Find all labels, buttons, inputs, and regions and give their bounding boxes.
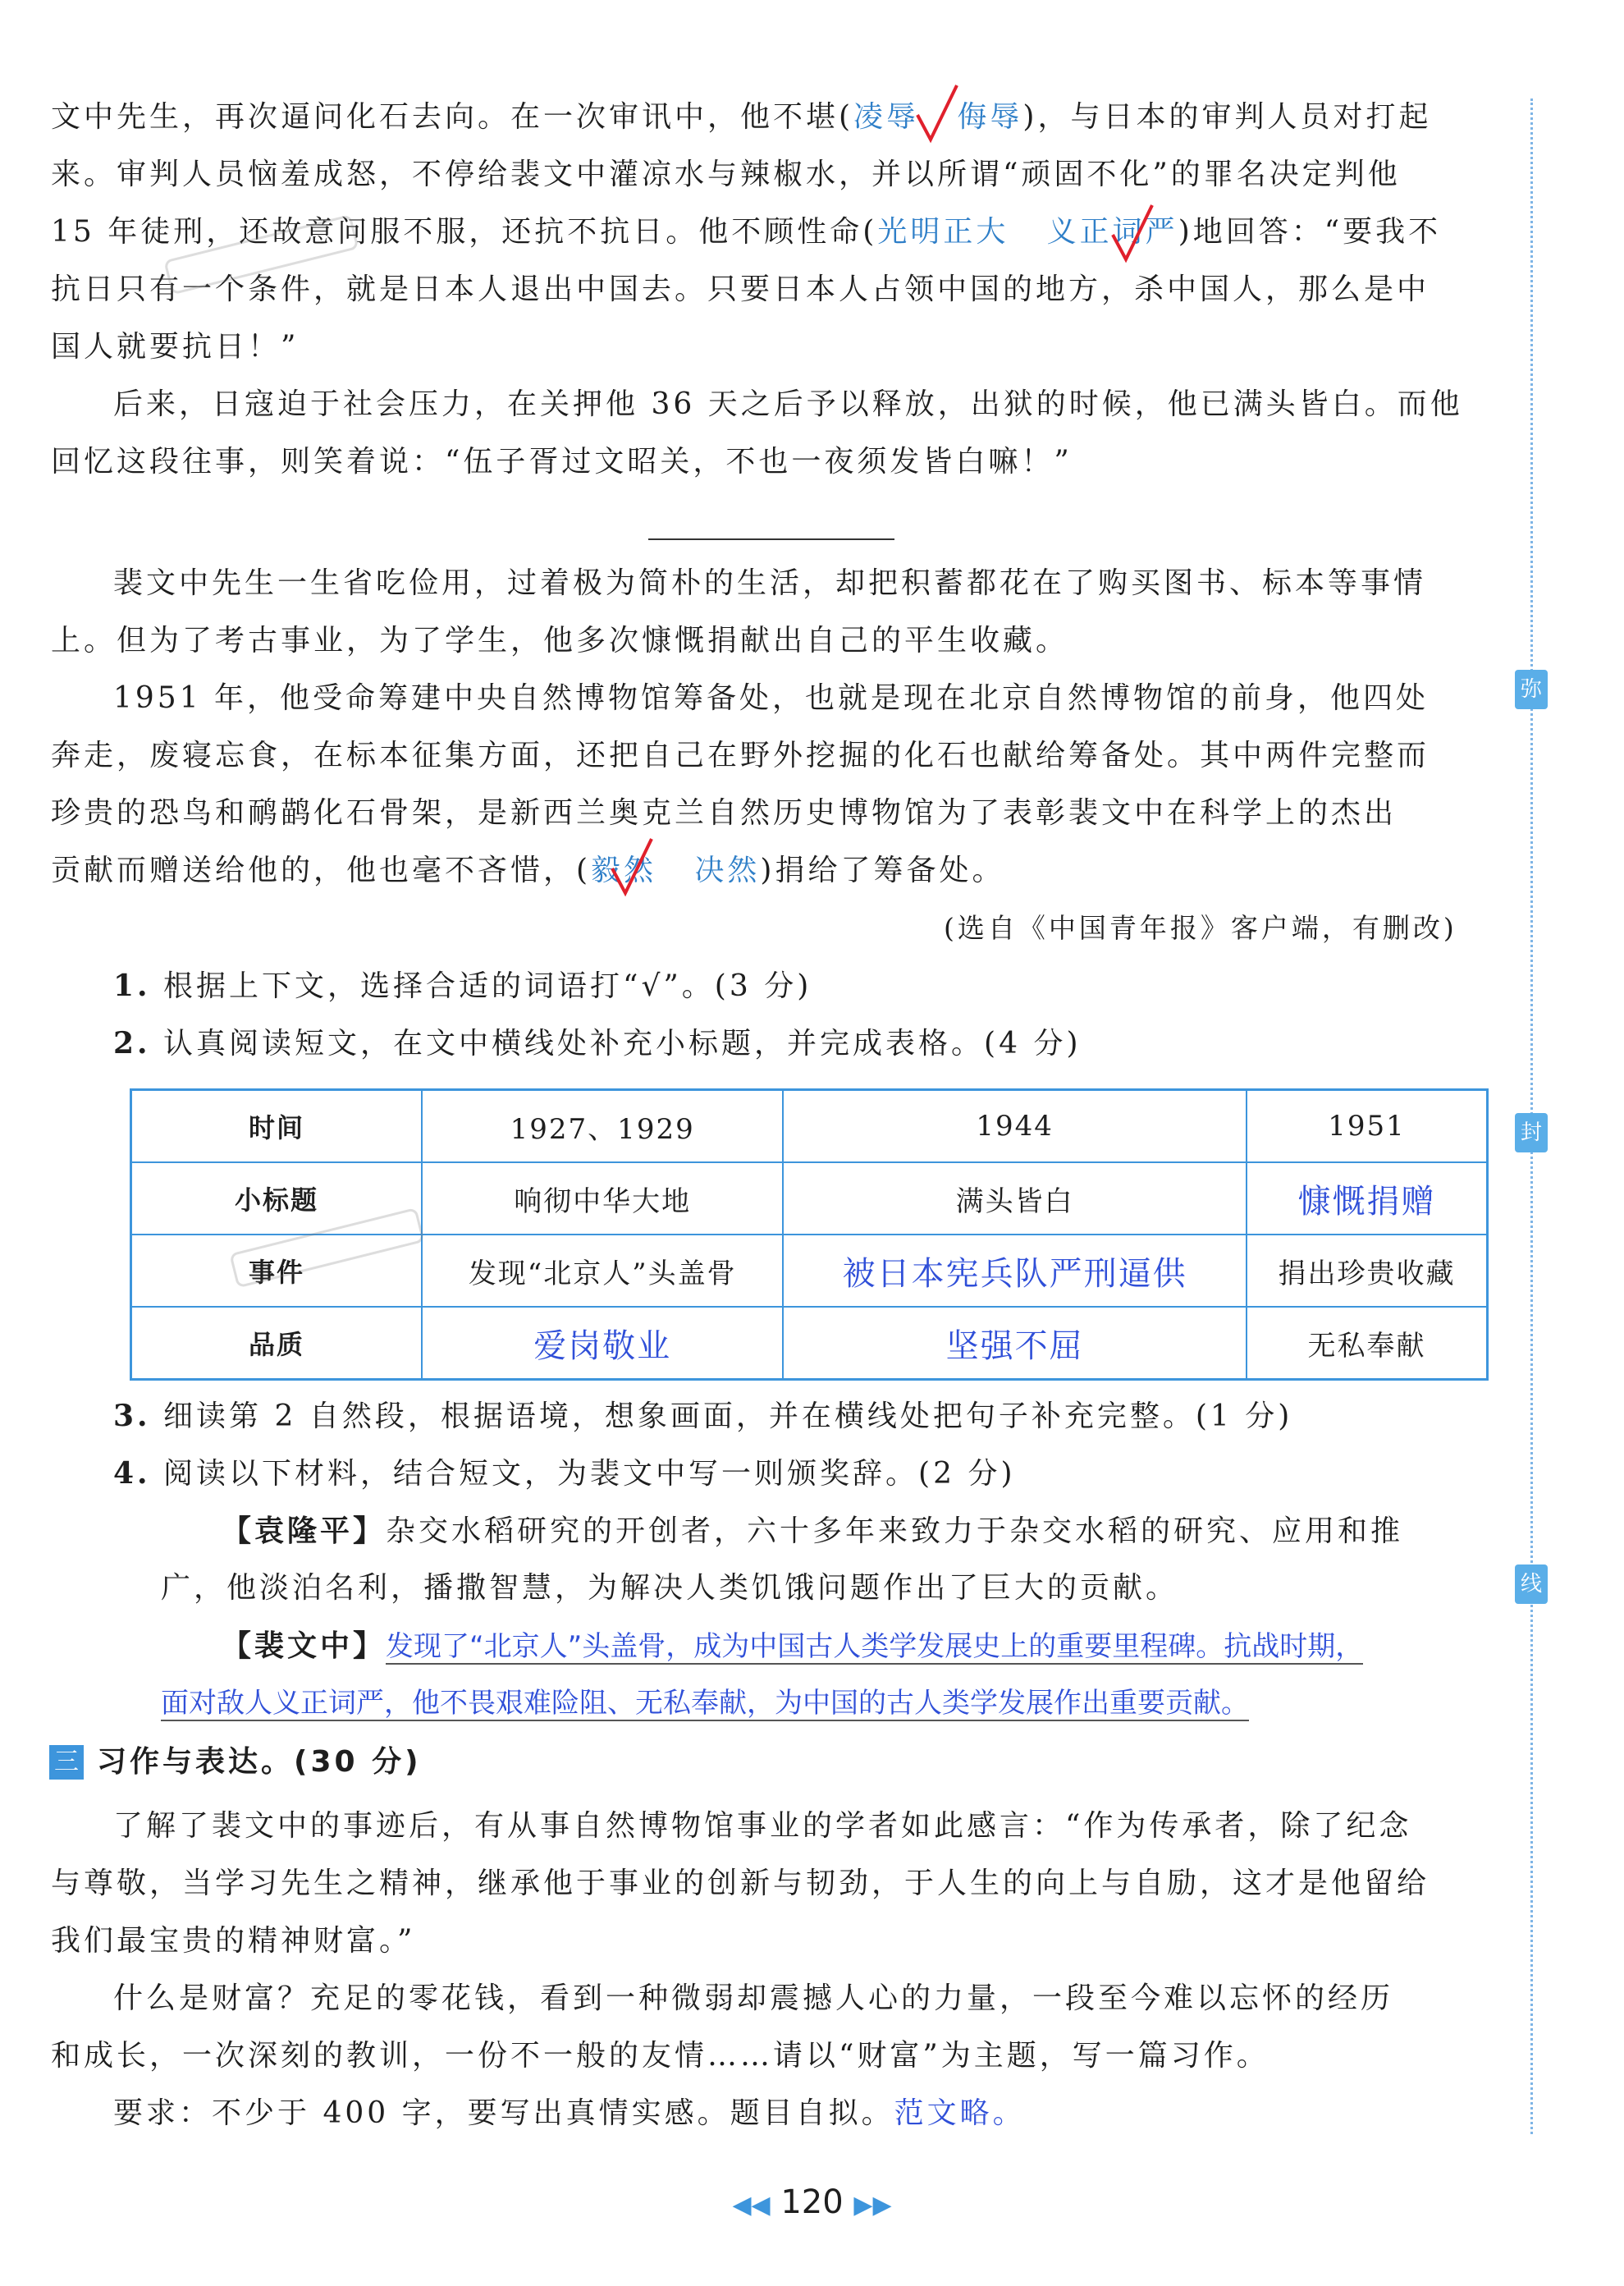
question-text: 认真阅读短文，在文中横线处补充小标题，并完成表格。(4 分) [163, 1027, 1082, 1061]
text-segment: 15 年徒刑，还故意问服不服，还抗不抗日。他不顾性命( [51, 215, 878, 249]
table-cell: 无私奉献 [1247, 1307, 1488, 1380]
table-row-label: 事件 [131, 1235, 423, 1307]
table-row-label: 小标题 [131, 1162, 423, 1235]
checkmark-icon [913, 82, 962, 148]
award-answer-field[interactable]: 发现了“北京人”头盖骨，成为中国古人类学发展史上的重要里程碑。抗战时期， [386, 1630, 1364, 1663]
prev-arrow-icon: ◀◀ [732, 2191, 771, 2220]
table-header-cell: 1951 [1247, 1090, 1488, 1163]
table-row [131, 1090, 1488, 1163]
text-segment: 文中先生，再次逼问化石去向。在一次审讯中，他不堪( [51, 100, 854, 134]
award-yuan-line-1 [222, 1502, 1403, 1560]
section-number-badge: 三 [49, 1745, 84, 1780]
award-yuan-line-2: 广，他淡泊名利，播撒智慧，为解决人类饥饿问题作出了巨大的贡献。 [161, 1571, 1179, 1605]
table-answer-cell[interactable]: 坚强不屈 [783, 1307, 1247, 1380]
text-segment: )，与日本的审判人员对打起 [1022, 100, 1432, 134]
award-pei-line-1 [222, 1617, 1363, 1675]
essay-prompt-line-3: 我们最宝贵的精神财富。” [51, 1924, 416, 1958]
passage-line-2: 来。审判人员恼羞成怒，不停给裴文中灌凉水与辣椒水，并以所谓“顽固不化”的罪名决定判他 [51, 158, 1401, 191]
section-title: 习作与表达。(30 分) [97, 1745, 422, 1779]
text-segment: )地回答：“要我不 [1178, 215, 1442, 249]
passage-line-10: 1951 年，他受命筹建中央自然博物馆筹备处，也就是现在北京自然博物馆的前身，他四处 [113, 681, 1430, 715]
passage-line-7: 回忆这段往事，则笑着说：“伍子胥过文昭关，不也一夜须发皆白嘛！” [51, 445, 1073, 479]
subtitle-blank-line[interactable] [648, 538, 894, 540]
text-segment: 贡献而赠送给他的，他也毫不吝惜，( [51, 854, 592, 887]
checkmark-icon [1108, 202, 1157, 268]
essay-requirements [113, 2085, 1026, 2142]
seal-tab: 弥 [1515, 670, 1548, 709]
choice-option-guangmingzhengda[interactable]: 光明正大 [877, 215, 1009, 249]
table-header-cell: 1944 [783, 1090, 1247, 1163]
passage-line-1 [51, 89, 1431, 146]
seal-tab: 封 [1515, 1113, 1548, 1152]
seal-tab: 线 [1515, 1564, 1548, 1604]
question-text: 细读第 2 自然段，根据语境，想象画面，并在横线处把句子补充完整。(1 分) [163, 1400, 1293, 1433]
question-number: 2. [113, 1026, 151, 1061]
award-text: 杂交水稻研究的开创者，六十多年来致力于杂交水稻的研究、应用和推 [386, 1514, 1404, 1548]
essay-answer[interactable]: 范文略。 [894, 2096, 1026, 2130]
passage-line-12: 珍贵的恐鸟和鸸鹋化石骨架，是新西兰奥克兰自然历史博物馆为了表彰裴文中在科学上的杰出 [51, 796, 1398, 830]
table-answer-cell[interactable]: 被日本宪兵队严刑逼供 [783, 1235, 1247, 1307]
choice-option-linru[interactable]: 凌辱 [853, 100, 920, 134]
table-answer-cell[interactable]: 爱岗敬业 [422, 1307, 783, 1380]
choice-option-yiran[interactable]: 毅然 [591, 854, 657, 887]
question-text: 根据上下文，选择合适的词语打“√”。(3 分) [163, 969, 812, 1003]
table-cell: 满头皆白 [783, 1162, 1247, 1235]
checkmark-icon [607, 836, 656, 901]
passage-line-5: 国人就要抗日！” [51, 330, 300, 364]
question-number: 4. [113, 1456, 151, 1491]
table-row [131, 1307, 1488, 1380]
question-2 [113, 1015, 1082, 1073]
choice-option-yizhengciyan[interactable]: 义正词严 [1046, 215, 1178, 249]
passage-line-9: 上。但为了考古事业，为了学生，他多次慷慨捐献出自己的平生收藏。 [51, 624, 1069, 657]
question-3 [113, 1387, 1292, 1445]
page-footer [0, 2183, 1624, 2221]
table-cell: 发现“北京人”头盖骨 [422, 1235, 783, 1307]
essay-prompt-line-1: 了解了裴文中的事迹后，有从事自然博物馆事业的学者如此感言：“作为传承者，除了纪念 [113, 1809, 1412, 1843]
passage-line-4: 抗日只有一个条件，就是日本人退出中国去。只要日本人占领中国的地方，杀中国人，那么是中 [51, 273, 1430, 306]
choice-option-jueran[interactable]: 决然 [694, 854, 761, 887]
passage-line-6: 后来，日寇迫于社会压力，在关押他 36 天之后予以释放，出狱的时候，他已满头皆白。而他 [113, 387, 1463, 421]
choice-option-wuru[interactable]: 侮辱 [957, 100, 1023, 134]
award-pei-line-2 [161, 1674, 1249, 1732]
requirements-text: 要求：不少于 400 字，要写出真情实感。题目自拟。 [113, 2096, 894, 2130]
question-number: 1. [113, 969, 151, 1003]
source-citation: (选自《中国青年报》客户端，有删改) [944, 912, 1457, 944]
next-arrow-icon: ▶▶ [853, 2191, 892, 2220]
table-cell: 捐出珍贵收藏 [1247, 1235, 1488, 1307]
question-number: 3. [113, 1399, 151, 1433]
passage-line-11: 奔走，废寝忘食，在标本征集方面，还把自己在野外挖掘的化石也献给筹备处。其中两件完整而 [51, 739, 1430, 772]
page-number: 120 [780, 2183, 844, 2221]
table-answer-cell[interactable]: 慷慨捐赠 [1247, 1162, 1488, 1235]
essay-prompt-line-2: 与尊敬，当学习先生之精神，继承他于事业的创新与韧劲，于人生的向上与自励，这才是他留给 [51, 1867, 1430, 1900]
question-1 [113, 957, 812, 1015]
essay-prompt-line-4: 什么是财富？充足的零花钱，看到一种微弱却震撼人心的力量，一段至今难以忘怀的经历 [113, 1981, 1394, 2015]
question-4 [113, 1445, 1016, 1503]
award-label: 【袁隆平】 [222, 1514, 387, 1548]
essay-prompt-line-5: 和成长，一次深刻的教训，一份不一般的友情……请以“财富”为主题，写一篇习作。 [51, 2039, 1269, 2073]
passage-line-8: 裴文中先生一生省吃俭用，过着极为简朴的生活，却把积蓄都花在了购买图书、标本等事情 [113, 566, 1427, 600]
table-cell: 响彻中华大地 [422, 1162, 783, 1235]
table-header-cell: 时间 [131, 1090, 423, 1163]
text-segment: )捐给了筹备处。 [760, 854, 1005, 887]
passage-line-13 [51, 842, 1004, 900]
award-label: 【裴文中】 [222, 1629, 387, 1663]
table-header-cell: 1927、1929 [422, 1090, 783, 1163]
question-text: 阅读以下材料，结合短文，为裴文中写一则颁奖辞。(2 分) [163, 1457, 1016, 1491]
award-answer-field[interactable]: 面对敌人义正词严，他不畏艰难险阻、无私奉献，为中国的古人类学发展作出重要贡献。 [161, 1687, 1249, 1720]
table-row-label: 品质 [131, 1307, 423, 1380]
